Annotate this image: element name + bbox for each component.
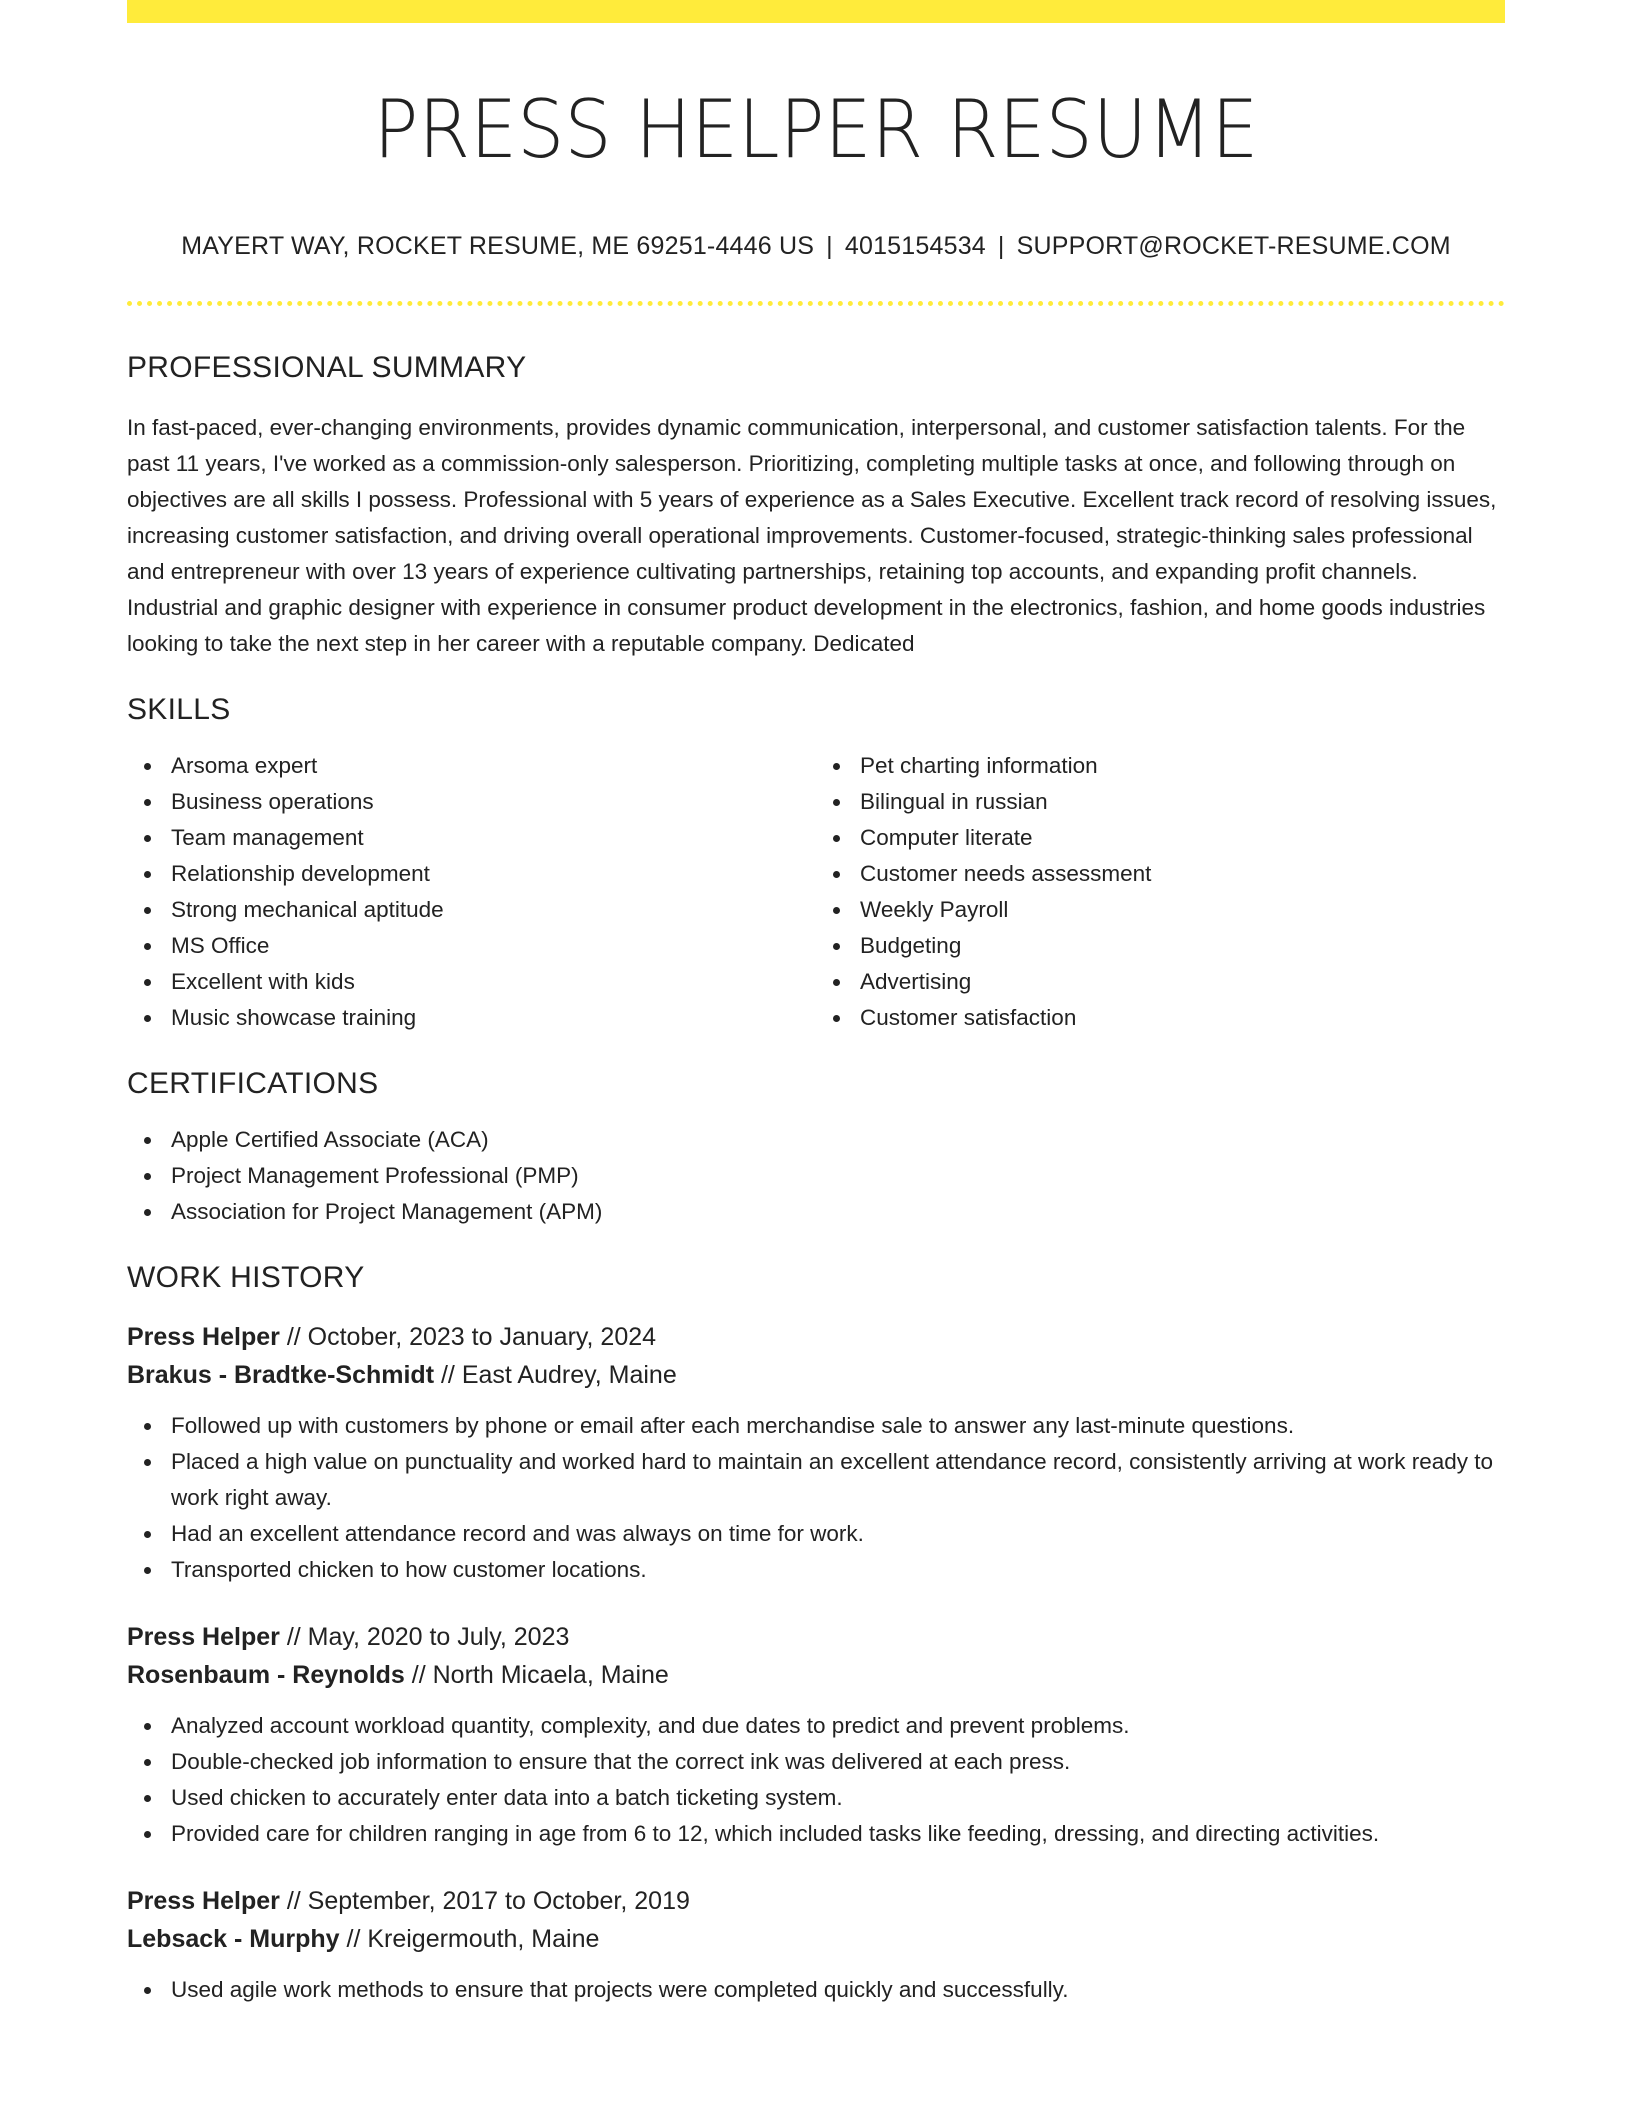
job-company-line	[127, 1920, 1505, 1958]
skill-item: Pet charting information	[816, 748, 1505, 784]
job-duty-item: Used chicken to accurately enter data into a batch ticketing system.	[127, 1780, 1505, 1816]
job-company-line	[127, 1656, 1505, 1694]
summary-text: In fast-paced, ever-changing environments, provides dynamic communication, interpersonal, and customer satisfaction talents. For the past 11 years, I've worked as a commission-only salesperson. Prioritizing, completing multiple tasks at once, and following through on objectives are all skills I possess. Professional with 5 years of experience as a Sales Executive. Excellent track record of resolving issues, increasing customer satisfaction, and driving overall operational improvements. Customer-focused, strategic-thinking sales professional and entrepreneur with over 13 years of experience cultivating partnerships, retaining top accounts, and expanding profit channels. Industrial and graphic designer with experience in consumer product development in the electronics, fashion, and home goods industries looking to take the next step in her career with a reputable company. Dedicated	[127, 415, 1497, 656]
resume-title: PRESS HELPER RESUME	[373, 83, 1259, 176]
skill-item: Customer needs assessment	[816, 856, 1505, 892]
job-location: // East Audrey, Maine	[434, 1361, 677, 1389]
skill-item: Bilingual in russian	[816, 784, 1505, 820]
job-duty-item: Followed up with customers by phone or email after each merchandise sale to answer any last-minute questions.	[127, 1408, 1505, 1444]
certification-item: Project Management Professional (PMP)	[127, 1158, 1505, 1194]
skill-item: Music showcase training	[127, 1000, 816, 1036]
skill-item: Budgeting	[816, 928, 1505, 964]
job-title: Press Helper	[127, 1887, 280, 1915]
certifications-list	[127, 1122, 1505, 1230]
job-duty-item: Had an excellent attendance record and was always on time for work.	[127, 1516, 1505, 1552]
work-history-heading: WORK HISTORY	[127, 1261, 365, 1294]
skill-item: Excellent with kids	[127, 964, 816, 1000]
job-company: Lebsack - Murphy	[127, 1925, 340, 1953]
job-title: Press Helper	[127, 1323, 280, 1351]
job-duties-list	[127, 1408, 1505, 1588]
certification-item: Apple Certified Associate (ACA)	[127, 1122, 1505, 1158]
job-dates: // May, 2020 to July, 2023	[279, 1623, 570, 1651]
certifications-heading: CERTIFICATIONS	[127, 1067, 379, 1100]
job-duty-item: Analyzed account workload quantity, complexity, and due dates to predict and prevent problems.	[127, 1708, 1505, 1744]
skills-heading: SKILLS	[127, 693, 231, 726]
skills-list-left	[127, 748, 816, 1036]
contact-address: MAYERT WAY, ROCKET RESUME, ME 69251-4446 US	[181, 232, 815, 260]
skill-item: Computer literate	[816, 820, 1505, 856]
skill-item: Arsoma expert	[127, 748, 816, 784]
job-title-line	[127, 1318, 1505, 1356]
certification-item: Association for Project Management (APM)	[127, 1194, 1505, 1230]
skill-item: Advertising	[816, 964, 1505, 1000]
contact-phone: 4015154534	[844, 232, 986, 260]
job-duties-list	[127, 1708, 1505, 1852]
skill-item: Strong mechanical aptitude	[127, 892, 816, 928]
skills-columns	[127, 748, 1505, 1036]
contact-line	[127, 231, 1505, 261]
skill-item: Weekly Payroll	[816, 892, 1505, 928]
skill-item: Relationship development	[127, 856, 816, 892]
dotted-divider	[127, 301, 1505, 306]
accent-top-bar	[127, 0, 1505, 23]
job-title: Press Helper	[127, 1623, 280, 1651]
job-company: Rosenbaum - Reynolds	[127, 1661, 405, 1689]
job-location: // North Micaela, Maine	[404, 1661, 669, 1689]
job-entry	[127, 1618, 1505, 1852]
contact-email[interactable]: SUPPORT@ROCKET-RESUME.COM	[1016, 232, 1451, 260]
job-company-line	[127, 1356, 1505, 1394]
job-duty-item: Double-checked job information to ensure that the correct ink was delivered at each press.	[127, 1744, 1505, 1780]
job-entry	[127, 1318, 1505, 1588]
job-company: Brakus - Bradtke-Schmidt	[127, 1361, 435, 1389]
job-dates: // October, 2023 to January, 2024	[279, 1323, 657, 1351]
job-title-line	[127, 1882, 1505, 1920]
skill-item: Customer satisfaction	[816, 1000, 1505, 1036]
contact-separator: |	[997, 232, 1005, 260]
contact-separator: |	[826, 232, 833, 260]
skill-item: Team management	[127, 820, 816, 856]
job-duty-item: Placed a high value on punctuality and worked hard to maintain an excellent attendance record, consistently arriving at work ready to work right away.	[127, 1444, 1505, 1516]
skills-list-right	[816, 748, 1505, 1036]
job-duty-item: Used agile work methods to ensure that projects were completed quickly and successfully.	[127, 1972, 1505, 2008]
job-dates: // September, 2017 to October, 2019	[279, 1887, 690, 1915]
skill-item: MS Office	[127, 928, 816, 964]
job-duties-list	[127, 1972, 1505, 2008]
job-location: // Kreigermouth, Maine	[339, 1925, 600, 1953]
skill-item: Business operations	[127, 784, 816, 820]
job-title-line	[127, 1618, 1505, 1656]
summary-heading: PROFESSIONAL SUMMARY	[127, 351, 527, 384]
job-duty-item: Provided care for children ranging in age from 6 to 12, which included tasks like feeding, dressing, and directing activities.	[127, 1816, 1505, 1852]
work-history-list	[127, 1318, 1505, 2008]
job-entry	[127, 1882, 1505, 2008]
job-duty-item: Transported chicken to how customer locations.	[127, 1552, 1505, 1588]
